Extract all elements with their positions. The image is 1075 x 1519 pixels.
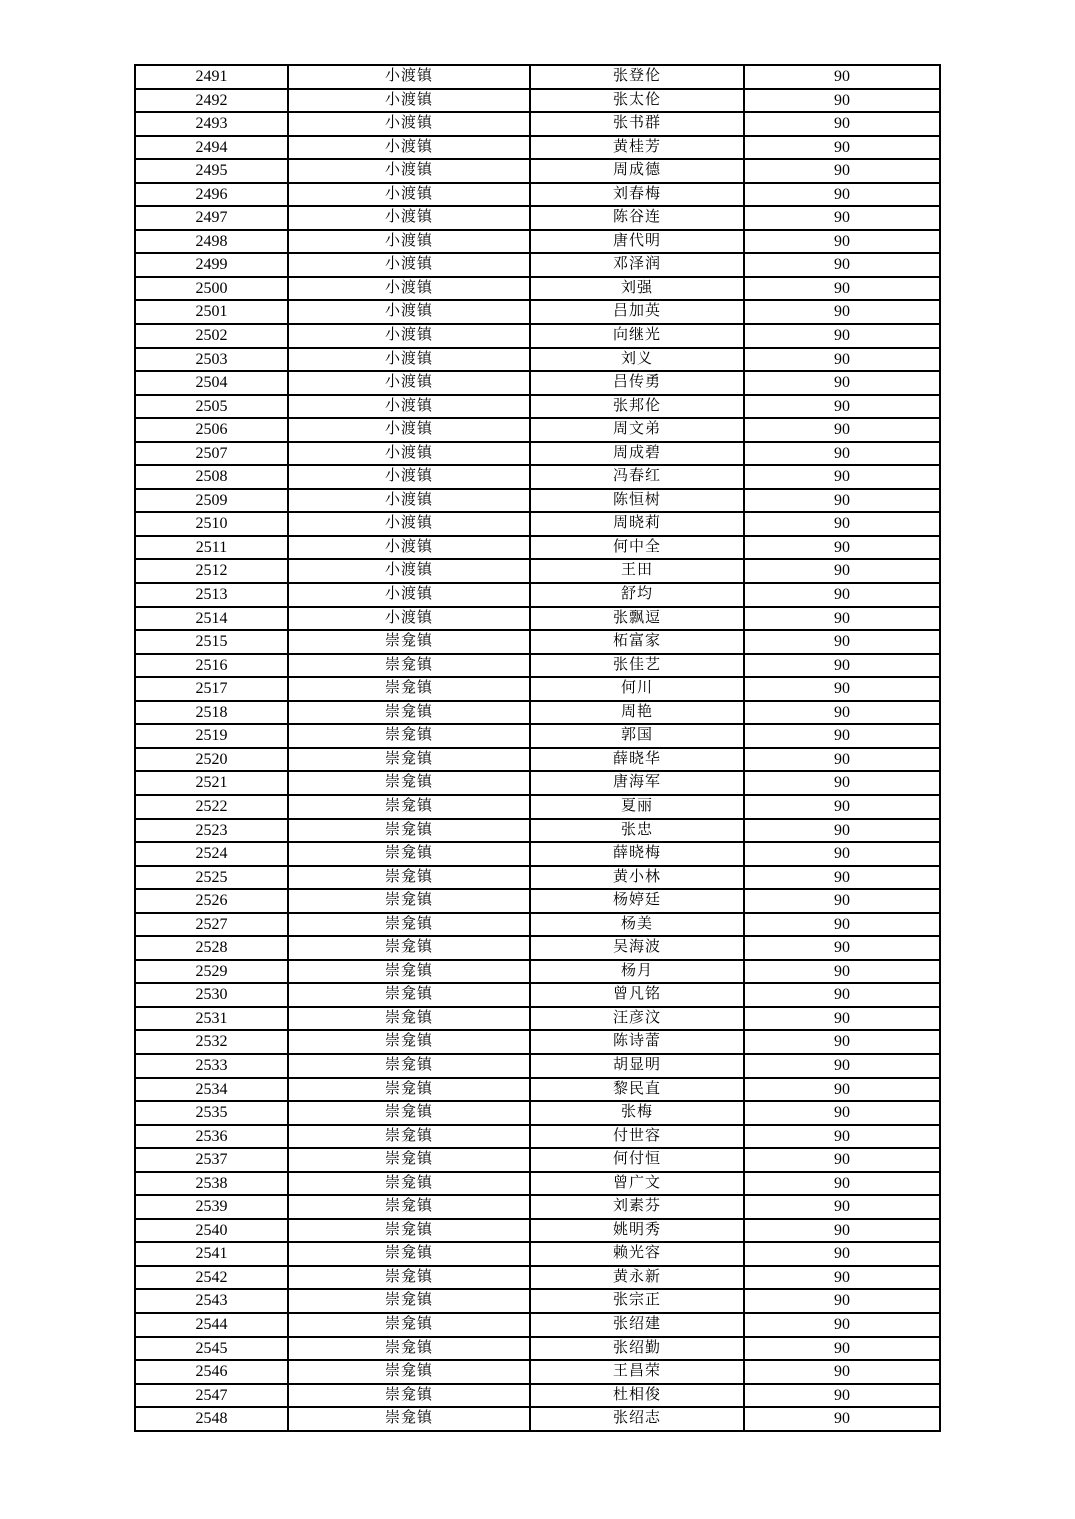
cell-town: 崇龛镇 [288,936,530,960]
cell-town: 崇龛镇 [288,1101,530,1125]
cell-score: 90 [744,1289,940,1313]
cell-score: 90 [744,512,940,536]
cell-serial: 2538 [135,1172,288,1196]
table-row [135,960,940,984]
table-row [135,1101,940,1125]
table-row [135,1007,940,1031]
cell-score: 90 [744,654,940,678]
cell-town: 崇龛镇 [288,1384,530,1408]
cell-score: 90 [744,1030,940,1054]
cell-name: 胡显明 [530,1054,744,1078]
cell-score: 90 [744,630,940,654]
cell-score: 90 [744,465,940,489]
cell-serial: 2504 [135,371,288,395]
cell-serial: 2511 [135,536,288,560]
cell-score: 90 [744,936,940,960]
cell-serial: 2527 [135,913,288,937]
cell-town: 小渡镇 [288,418,530,442]
table-row [135,983,940,1007]
cell-serial: 2503 [135,348,288,372]
table-row [135,607,940,631]
table-row [135,677,940,701]
cell-serial: 2508 [135,465,288,489]
cell-name: 冯春红 [530,465,744,489]
cell-name: 柘富家 [530,630,744,654]
cell-serial: 2530 [135,983,288,1007]
cell-name: 陈恒树 [530,489,744,513]
cell-serial: 2494 [135,136,288,160]
cell-town: 崇龛镇 [288,913,530,937]
cell-serial: 2532 [135,1030,288,1054]
cell-town: 崇龛镇 [288,630,530,654]
cell-town: 崇龛镇 [288,889,530,913]
cell-town: 崇龛镇 [288,1360,530,1384]
cell-serial: 2492 [135,89,288,113]
cell-score: 90 [744,159,940,183]
cell-town: 小渡镇 [288,371,530,395]
cell-town: 小渡镇 [288,324,530,348]
table-row [135,253,940,277]
cell-town: 小渡镇 [288,348,530,372]
cell-serial: 2523 [135,819,288,843]
cell-serial: 2507 [135,442,288,466]
cell-town: 小渡镇 [288,65,530,89]
table-row [135,300,940,324]
cell-serial: 2535 [135,1101,288,1125]
cell-name: 黄小林 [530,866,744,890]
table-row [135,748,940,772]
cell-serial: 2529 [135,960,288,984]
cell-serial: 2548 [135,1407,288,1431]
cell-serial: 2499 [135,253,288,277]
cell-serial: 2545 [135,1337,288,1361]
cell-name: 曾凡铭 [530,983,744,1007]
cell-town: 小渡镇 [288,442,530,466]
cell-name: 张邦伦 [530,395,744,419]
cell-town: 小渡镇 [288,277,530,301]
table-row [135,65,940,89]
cell-name: 刘义 [530,348,744,372]
table-row [135,183,940,207]
cell-score: 90 [744,418,940,442]
cell-score: 90 [744,1078,940,1102]
table-row [135,371,940,395]
cell-name: 杨月 [530,960,744,984]
cell-serial: 2513 [135,583,288,607]
table-row [135,324,940,348]
cell-name: 舒均 [530,583,744,607]
table-row [135,465,940,489]
cell-score: 90 [744,253,940,277]
cell-name: 付世容 [530,1125,744,1149]
cell-score: 90 [744,536,940,560]
table-row [135,936,940,960]
cell-name: 陈谷连 [530,206,744,230]
cell-serial: 2510 [135,512,288,536]
cell-serial: 2539 [135,1195,288,1219]
cell-town: 崇龛镇 [288,701,530,725]
cell-serial: 2517 [135,677,288,701]
cell-score: 90 [744,819,940,843]
cell-name: 吴海波 [530,936,744,960]
table-row [135,1078,940,1102]
cell-score: 90 [744,1242,940,1266]
table-row [135,536,940,560]
cell-score: 90 [744,889,940,913]
cell-score: 90 [744,795,940,819]
cell-town: 小渡镇 [288,300,530,324]
cell-town: 崇龛镇 [288,842,530,866]
cell-town: 小渡镇 [288,536,530,560]
cell-score: 90 [744,183,940,207]
cell-score: 90 [744,1360,940,1384]
cell-town: 小渡镇 [288,559,530,583]
cell-name: 刘春梅 [530,183,744,207]
cell-score: 90 [744,607,940,631]
cell-serial: 2491 [135,65,288,89]
cell-name: 周成德 [530,159,744,183]
cell-name: 张绍勤 [530,1337,744,1361]
cell-score: 90 [744,1195,940,1219]
cell-serial: 2509 [135,489,288,513]
cell-town: 崇龛镇 [288,1030,530,1054]
cell-serial: 2542 [135,1266,288,1290]
cell-name: 吕传勇 [530,371,744,395]
cell-score: 90 [744,701,940,725]
table-row [135,842,940,866]
cell-name: 周晓莉 [530,512,744,536]
cell-name: 张书群 [530,112,744,136]
cell-name: 唐代明 [530,230,744,254]
cell-town: 小渡镇 [288,230,530,254]
cell-town: 小渡镇 [288,206,530,230]
cell-score: 90 [744,324,940,348]
cell-serial: 2521 [135,771,288,795]
table-row [135,136,940,160]
table-row [135,1384,940,1408]
cell-town: 小渡镇 [288,607,530,631]
table-row [135,159,940,183]
cell-name: 杨美 [530,913,744,937]
cell-serial: 2526 [135,889,288,913]
cell-name: 王田 [530,559,744,583]
cell-name: 周艳 [530,701,744,725]
table-row [135,583,940,607]
cell-name: 何付恒 [530,1148,744,1172]
table-row [135,724,940,748]
cell-serial: 2522 [135,795,288,819]
cell-score: 90 [744,1148,940,1172]
cell-town: 崇龛镇 [288,1148,530,1172]
cell-serial: 2525 [135,866,288,890]
cell-town: 崇龛镇 [288,1195,530,1219]
table-row [135,1313,940,1337]
cell-town: 小渡镇 [288,465,530,489]
cell-score: 90 [744,277,940,301]
cell-score: 90 [744,583,940,607]
cell-name: 夏丽 [530,795,744,819]
cell-town: 崇龛镇 [288,795,530,819]
cell-name: 黄桂芳 [530,136,744,160]
table-row [135,1360,940,1384]
table-row [135,1219,940,1243]
table-row [135,277,940,301]
cell-serial: 2540 [135,1219,288,1243]
cell-town: 崇龛镇 [288,1172,530,1196]
cell-name: 张飘逗 [530,607,744,631]
cell-serial: 2515 [135,630,288,654]
cell-serial: 2502 [135,324,288,348]
cell-town: 崇龛镇 [288,1007,530,1031]
cell-town: 小渡镇 [288,89,530,113]
cell-score: 90 [744,442,940,466]
cell-score: 90 [744,1266,940,1290]
cell-score: 90 [744,371,940,395]
cell-town: 小渡镇 [288,512,530,536]
cell-serial: 2518 [135,701,288,725]
score-table [134,64,941,1432]
cell-serial: 2546 [135,1360,288,1384]
cell-name: 黎民直 [530,1078,744,1102]
cell-score: 90 [744,913,940,937]
cell-name: 张宗正 [530,1289,744,1313]
cell-score: 90 [744,1219,940,1243]
cell-name: 黄永新 [530,1266,744,1290]
cell-score: 90 [744,300,940,324]
cell-town: 崇龛镇 [288,1078,530,1102]
cell-serial: 2520 [135,748,288,772]
table-row [135,913,940,937]
cell-name: 薛晓华 [530,748,744,772]
cell-serial: 2497 [135,206,288,230]
cell-town: 崇龛镇 [288,1289,530,1313]
cell-town: 崇龛镇 [288,1242,530,1266]
cell-name: 杨婷廷 [530,889,744,913]
cell-town: 小渡镇 [288,136,530,160]
table-row [135,395,940,419]
cell-score: 90 [744,230,940,254]
cell-score: 90 [744,677,940,701]
cell-name: 张绍志 [530,1407,744,1431]
cell-town: 崇龛镇 [288,1219,530,1243]
table-row [135,1148,940,1172]
table-row [135,630,940,654]
cell-score: 90 [744,1125,940,1149]
cell-name: 邓泽润 [530,253,744,277]
table-row [135,442,940,466]
cell-serial: 2500 [135,277,288,301]
cell-serial: 2519 [135,724,288,748]
cell-score: 90 [744,89,940,113]
table-row [135,866,940,890]
cell-town: 小渡镇 [288,489,530,513]
cell-serial: 2531 [135,1007,288,1031]
cell-town: 崇龛镇 [288,677,530,701]
table-row [135,701,940,725]
cell-score: 90 [744,842,940,866]
score-table-body [135,65,940,1431]
cell-score: 90 [744,748,940,772]
cell-score: 90 [744,1384,940,1408]
cell-name: 郭国 [530,724,744,748]
table-row [135,112,940,136]
cell-name: 周成碧 [530,442,744,466]
table-row [135,889,940,913]
cell-town: 小渡镇 [288,583,530,607]
cell-serial: 2536 [135,1125,288,1149]
cell-name: 何川 [530,677,744,701]
table-row [135,1337,940,1361]
cell-serial: 2498 [135,230,288,254]
cell-name: 张绍建 [530,1313,744,1337]
cell-serial: 2512 [135,559,288,583]
cell-town: 小渡镇 [288,395,530,419]
cell-town: 崇龛镇 [288,1313,530,1337]
cell-serial: 2496 [135,183,288,207]
cell-serial: 2495 [135,159,288,183]
cell-town: 小渡镇 [288,159,530,183]
table-row [135,559,940,583]
cell-serial: 2506 [135,418,288,442]
cell-score: 90 [744,348,940,372]
cell-town: 崇龛镇 [288,960,530,984]
table-row [135,795,940,819]
table-row [135,418,940,442]
table-row [135,1125,940,1149]
cell-name: 张梅 [530,1101,744,1125]
table-row [135,1242,940,1266]
cell-serial: 2537 [135,1148,288,1172]
cell-score: 90 [744,395,940,419]
cell-name: 张登伦 [530,65,744,89]
cell-serial: 2533 [135,1054,288,1078]
cell-name: 杜相俊 [530,1384,744,1408]
cell-town: 崇龛镇 [288,1337,530,1361]
cell-name: 唐海军 [530,771,744,795]
cell-name: 王昌荣 [530,1360,744,1384]
table-row [135,1172,940,1196]
cell-town: 崇龛镇 [288,819,530,843]
cell-town: 崇龛镇 [288,771,530,795]
cell-town: 崇龛镇 [288,748,530,772]
cell-name: 薛晓梅 [530,842,744,866]
cell-town: 崇龛镇 [288,654,530,678]
cell-score: 90 [744,960,940,984]
cell-name: 刘强 [530,277,744,301]
table-row [135,1195,940,1219]
cell-town: 崇龛镇 [288,1407,530,1431]
table-row [135,1266,940,1290]
cell-town: 崇龛镇 [288,724,530,748]
cell-score: 90 [744,1172,940,1196]
cell-serial: 2534 [135,1078,288,1102]
cell-name: 曾广文 [530,1172,744,1196]
cell-name: 向继光 [530,324,744,348]
cell-town: 小渡镇 [288,183,530,207]
table-row [135,654,940,678]
cell-name: 张佳艺 [530,654,744,678]
cell-serial: 2543 [135,1289,288,1313]
table-row [135,1030,940,1054]
cell-town: 小渡镇 [288,112,530,136]
cell-score: 90 [744,559,940,583]
cell-town: 崇龛镇 [288,866,530,890]
table-row [135,230,940,254]
cell-name: 张太伦 [530,89,744,113]
cell-serial: 2514 [135,607,288,631]
cell-score: 90 [744,1313,940,1337]
cell-name: 赖光容 [530,1242,744,1266]
cell-name: 何中全 [530,536,744,560]
table-row [135,206,940,230]
cell-score: 90 [744,65,940,89]
cell-town: 崇龛镇 [288,1125,530,1149]
table-row [135,1054,940,1078]
cell-serial: 2524 [135,842,288,866]
table-row [135,1289,940,1313]
cell-name: 汪彦汶 [530,1007,744,1031]
cell-score: 90 [744,1007,940,1031]
table-row [135,771,940,795]
cell-name: 吕加英 [530,300,744,324]
cell-score: 90 [744,112,940,136]
cell-name: 周文弟 [530,418,744,442]
cell-score: 90 [744,1101,940,1125]
cell-serial: 2501 [135,300,288,324]
table-row [135,1407,940,1431]
cell-town: 崇龛镇 [288,1266,530,1290]
cell-score: 90 [744,983,940,1007]
table-row [135,89,940,113]
cell-serial: 2493 [135,112,288,136]
cell-serial: 2516 [135,654,288,678]
table-row [135,819,940,843]
cell-score: 90 [744,1337,940,1361]
cell-score: 90 [744,724,940,748]
cell-name: 刘素芬 [530,1195,744,1219]
cell-score: 90 [744,1054,940,1078]
cell-serial: 2528 [135,936,288,960]
cell-score: 90 [744,136,940,160]
cell-serial: 2547 [135,1384,288,1408]
cell-score: 90 [744,866,940,890]
table-row [135,348,940,372]
cell-name: 张忠 [530,819,744,843]
cell-town: 崇龛镇 [288,1054,530,1078]
cell-score: 90 [744,1407,940,1431]
cell-serial: 2505 [135,395,288,419]
cell-serial: 2541 [135,1242,288,1266]
cell-town: 崇龛镇 [288,983,530,1007]
cell-name: 姚明秀 [530,1219,744,1243]
cell-score: 90 [744,206,940,230]
table-row [135,489,940,513]
cell-score: 90 [744,489,940,513]
cell-serial: 2544 [135,1313,288,1337]
cell-score: 90 [744,771,940,795]
cell-name: 陈诗蕾 [530,1030,744,1054]
table-row [135,512,940,536]
cell-town: 小渡镇 [288,253,530,277]
